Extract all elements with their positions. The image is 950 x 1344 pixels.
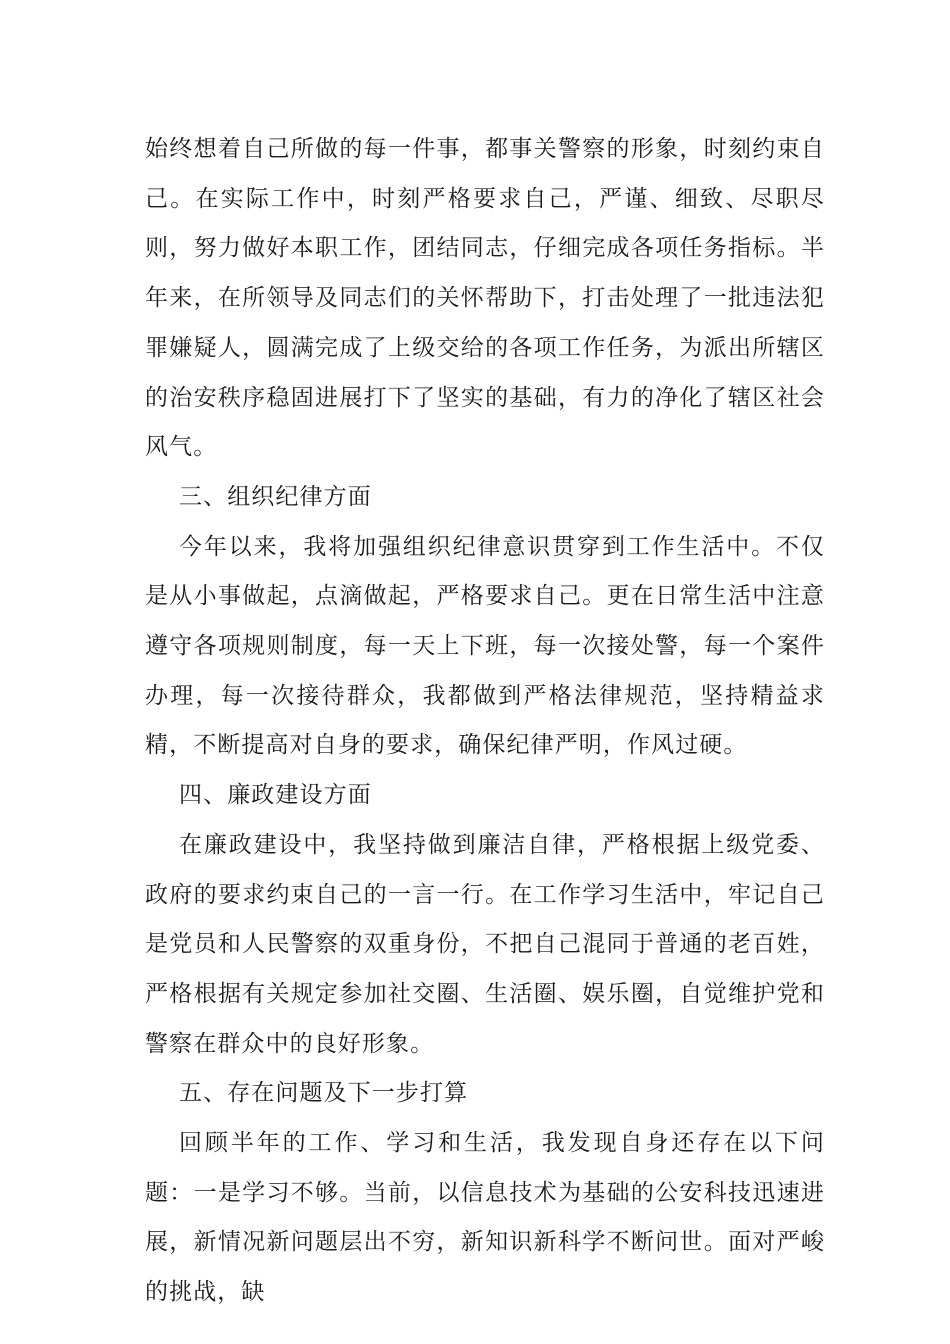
paragraph-discipline: 今年以来，我将加强组织纪律意识贯穿到工作生活中。不仅是从小事做起，点滴做起，严格要求自己。更在日常生活中注意遵守各项规则制度，每一天上下班，每一次接处警，每一个案件办理，每一次接待群众，我都做到严格法律规范，坚持精益求精，不断提高对自身的要求，确保纪律严明，作风过硬。 (145, 533, 825, 759)
paragraph-conduct-summary: 始终想着自己所做的每一件事，都事关警察的形象，时刻约束自己。在实际工作中，时刻严格要求自己，严谨、细致、尽职尽则，努力做好本职工作，团结同志，仔细完成各项任务指标。半年来，在所领导及同志们的关怀帮助下，打击处理了一批违法犯罪嫌疑人，圆满完成了上级交给的各项工作任务，为派出所辖区的治安秩序稳固进展打下了坚实的基础，有力的净化了辖区社会风气。 (145, 136, 825, 461)
section-heading-discipline: 三、组织纪律方面 (179, 483, 372, 510)
paragraph-integrity: 在廉政建设中，我坚持做到廉洁自律，严格根据上级党委、政府的要求约束自己的一言一行。在工作学习生活中，牢记自己是党员和人民警察的双重身份，不把自己混同于普通的老百姓，严格根据有关规定参加社交圈、生活圈、娱乐圈，自觉维护党和警察在群众中的良好形象。 (145, 831, 825, 1057)
section-heading-problems-plans: 五、存在问题及下一步打算 (179, 1080, 469, 1107)
paragraph-problems: 回顾半年的工作、学习和生活，我发现自身还存在以下问题：一是学习不够。当前，以信息技术为基础的公安科技迅速进展，新情况新问题层出不穷，新知识新科学不断问世。面对严峻的挑战，缺 (145, 1130, 825, 1306)
section-heading-integrity: 四、廉政建设方面 (179, 782, 372, 809)
document-body (145, 125, 825, 1318)
